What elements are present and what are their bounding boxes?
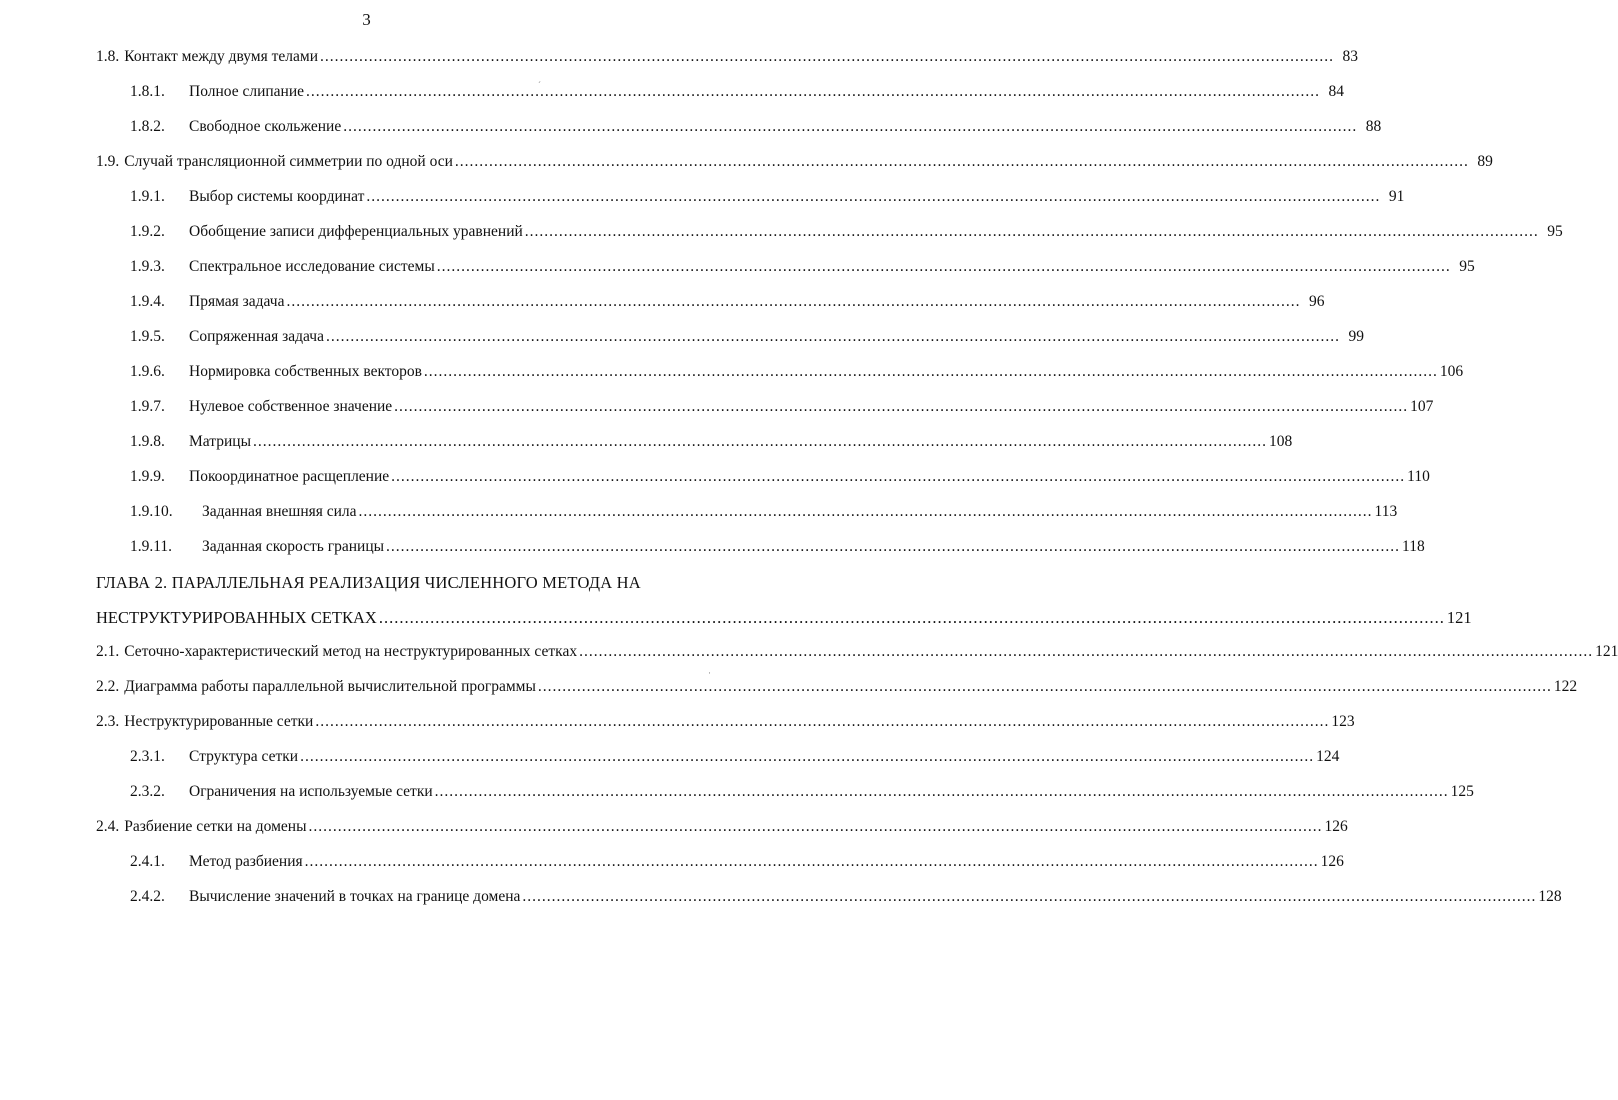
toc-number: 1.9.10. <box>130 503 173 520</box>
toc-entry-1-9-5[interactable] <box>96 328 1364 363</box>
toc-page: 96 <box>1308 293 1325 310</box>
dot-leader <box>455 153 1469 171</box>
dot-leader <box>525 223 1539 241</box>
toc-title: Вычисление значений в точках на границе домена <box>189 888 521 905</box>
dot-leader <box>306 83 1320 101</box>
dot-leader <box>394 398 1408 416</box>
toc-entry-2-3-2[interactable] <box>96 783 1474 818</box>
toc-title: Структура сетки <box>189 748 299 765</box>
toc-page: 84 <box>1328 83 1345 100</box>
toc-page: 121 <box>1446 608 1472 627</box>
toc-title: Диаграмма работы параллельной вычислительной программы <box>124 678 536 695</box>
toc-number: 1.9.11. <box>130 538 173 555</box>
toc-number: 1.8.2. <box>130 118 165 135</box>
toc-page: 106 <box>1439 363 1464 380</box>
toc-entry-1-9-2[interactable] <box>96 223 1563 258</box>
toc-number: 1.8. <box>96 48 120 65</box>
toc-title: Метод разбиения <box>189 853 303 870</box>
toc-entry-1-9-7[interactable] <box>96 398 1434 433</box>
toc-number: 1.9.2. <box>130 223 165 240</box>
toc-entry-1-8-1[interactable] <box>96 83 1345 118</box>
dot-leader <box>300 748 1314 766</box>
toc-title: Спектральное исследование системы <box>189 258 435 275</box>
toc-entry-1-9-8[interactable] <box>96 433 1293 468</box>
chapter-title-line1: ГЛАВА 2. ПАРАЛЛЕЛЬНАЯ РЕАЛИЗАЦИЯ ЧИСЛЕННОГО МЕТОДА НА <box>96 573 641 592</box>
toc-title: Обобщение записи дифференциальных уравнений <box>189 223 523 240</box>
toc-entry-2-4-2[interactable] <box>96 888 1562 923</box>
toc-page: 95 <box>1459 258 1475 275</box>
toc-title: Ограничения на используемые сетки <box>189 783 433 800</box>
dot-leader <box>320 48 1334 66</box>
toc-entry-2-3-1[interactable] <box>96 748 1340 783</box>
scan-speck: ˊ <box>538 80 541 90</box>
dot-leader <box>366 188 1380 206</box>
toc-title: Нулевое собственное значение <box>189 398 393 415</box>
dot-leader <box>309 818 1323 836</box>
dot-leader <box>359 503 1373 521</box>
toc-entry-1-9-10[interactable] <box>96 503 1398 538</box>
toc-entry-2-2[interactable] <box>96 678 1578 713</box>
toc-number: 1.9.9. <box>130 468 165 485</box>
toc-title: Заданная скорость границы <box>202 538 385 555</box>
toc-page: 128 <box>1538 888 1562 905</box>
toc-title: Матрицы <box>189 433 251 450</box>
toc-page: 121 <box>1595 643 1618 660</box>
toc-page: 118 <box>1402 538 1425 555</box>
toc-title: Покоординатное расщепление <box>189 468 390 485</box>
toc-number: 1.9.4. <box>130 293 165 310</box>
toc-title: Выбор системы координат <box>189 188 365 205</box>
dot-leader <box>386 538 1400 556</box>
toc-title: Контакт между двумя телами <box>124 48 318 65</box>
dot-leader <box>424 363 1438 381</box>
chapter-2-heading-line2[interactable] <box>96 608 1472 643</box>
toc-entry-1-9[interactable] <box>96 153 1493 188</box>
toc-number: 1.9.5. <box>130 328 165 345</box>
toc-number: 2.2. <box>96 678 120 695</box>
toc-entry-1-8-2[interactable] <box>96 118 1382 153</box>
dot-leader <box>315 713 1329 731</box>
toc-number: 1.9.1. <box>130 188 165 205</box>
dot-leader <box>538 678 1552 696</box>
page-number: 3 <box>362 10 371 29</box>
toc-number: 1.9.8. <box>130 433 165 450</box>
toc-page: 83 <box>1342 48 1358 65</box>
toc-page: 123 <box>1331 713 1355 730</box>
dot-leader <box>579 643 1593 661</box>
dot-leader <box>326 328 1340 346</box>
toc-entry-2-4-1[interactable] <box>96 853 1344 888</box>
toc-number: 2.3. <box>96 713 120 730</box>
toc-number: 1.9. <box>96 153 120 170</box>
table-of-contents <box>96 48 1618 923</box>
dot-leader <box>437 258 1451 276</box>
toc-page: 107 <box>1410 398 1434 415</box>
toc-page: 108 <box>1268 433 1293 450</box>
toc-page: 124 <box>1316 748 1340 765</box>
toc-entry-1-9-9[interactable] <box>96 468 1430 503</box>
toc-title: Заданная внешняя сила <box>202 503 357 520</box>
dot-leader <box>286 293 1300 311</box>
toc-page: 126 <box>1324 818 1348 835</box>
toc-entry-2-4[interactable] <box>96 818 1348 853</box>
toc-title: Прямая задача <box>189 293 285 310</box>
toc-entry-1-9-6[interactable] <box>96 363 1464 398</box>
toc-number: 1.9.3. <box>130 258 165 275</box>
toc-page: 91 <box>1388 188 1405 205</box>
dot-leader <box>435 783 1449 801</box>
toc-entry-1-8[interactable] <box>96 48 1358 83</box>
dot-leader <box>522 888 1536 906</box>
toc-number: 2.4. <box>96 818 120 835</box>
toc-number: 2.4.2. <box>130 888 165 905</box>
toc-page: 122 <box>1553 678 1578 695</box>
toc-title: Полное слипание <box>189 83 305 100</box>
toc-entry-2-3[interactable] <box>96 713 1355 748</box>
toc-entry-1-9-1[interactable] <box>96 188 1405 223</box>
chapter-title-line2: НЕСТРУКТУРИРОВАННЫХ СЕТКАХ <box>96 608 377 627</box>
toc-number: 1.9.6. <box>130 363 165 380</box>
scan-speck: · <box>708 668 711 678</box>
toc-number: 1.8.1. <box>130 83 165 100</box>
toc-number: 2.4.1. <box>130 853 165 870</box>
toc-entry-1-9-11[interactable] <box>96 538 1425 573</box>
dot-leader <box>343 118 1357 136</box>
toc-page: 113 <box>1374 503 1398 520</box>
toc-title: Неструктурированные сетки <box>124 713 314 730</box>
toc-title: Сеточно-характеристический метод на неструктурированных сетках <box>124 643 578 660</box>
toc-page: 95 <box>1547 223 1563 240</box>
dot-leader <box>379 608 1445 628</box>
toc-page: 89 <box>1477 153 1493 170</box>
toc-number: 2.3.1. <box>130 748 165 765</box>
toc-page: 125 <box>1450 783 1474 800</box>
dot-leader <box>253 433 1267 451</box>
dot-leader <box>305 853 1319 871</box>
dot-leader <box>391 468 1405 486</box>
toc-page: 110 <box>1407 468 1430 485</box>
toc-entry-1-9-3[interactable] <box>96 258 1475 293</box>
toc-entry-2-1[interactable] <box>96 643 1618 678</box>
toc-title: Случай трансляционной симметрии по одной оси <box>124 153 453 170</box>
toc-title: Разбиение сетки на домены <box>124 818 307 835</box>
toc-number: 1.9.7. <box>130 398 165 415</box>
toc-title: Сопряженная задача <box>189 328 324 345</box>
toc-number: 2.1. <box>96 643 120 660</box>
chapter-2-heading[interactable] <box>96 573 668 608</box>
toc-page: 88 <box>1365 118 1382 135</box>
toc-entry-1-9-4[interactable] <box>96 293 1325 328</box>
toc-page: 126 <box>1320 853 1344 870</box>
toc-number: 2.3.2. <box>130 783 165 800</box>
toc-title: Нормировка собственных векторов <box>189 363 422 380</box>
toc-title: Свободное скольжение <box>189 118 342 135</box>
toc-page: 99 <box>1348 328 1364 345</box>
